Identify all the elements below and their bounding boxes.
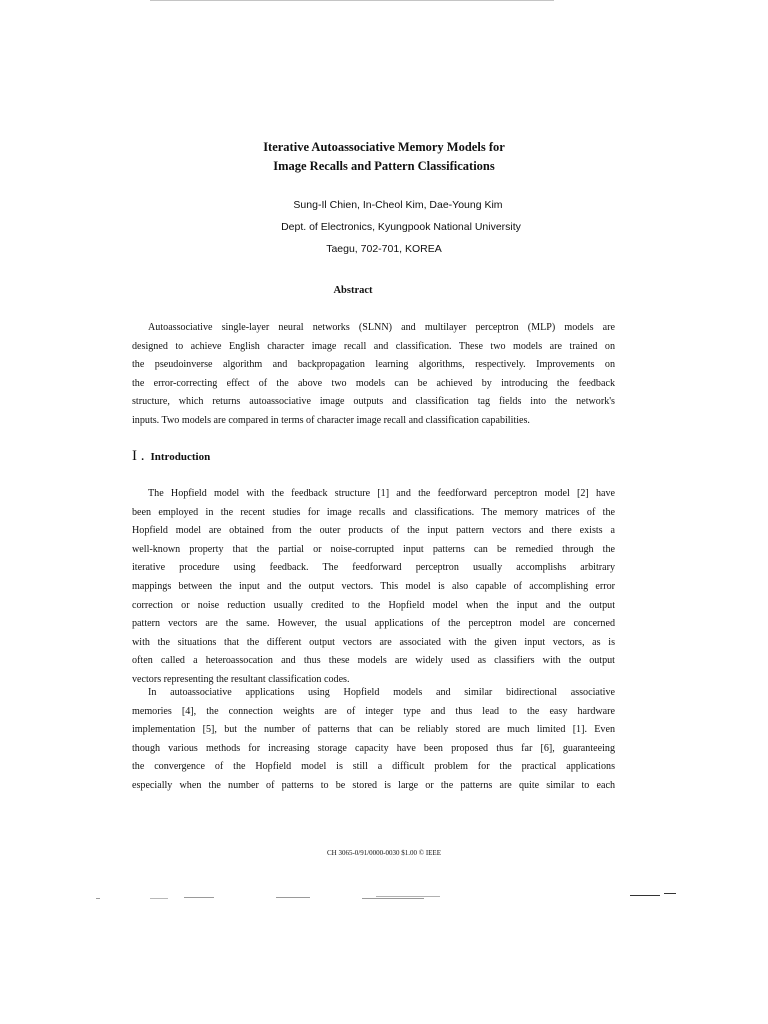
body-line: pattern vectors are the same. However, the usual applications of the perceptron model are concerned <box>132 618 615 630</box>
body-line: with the situations that the different output vectors are associated with the given input vectors, as is <box>132 636 615 648</box>
copyright-notice: CH 3065-0/91/0000-0030 $1.00 © IEEE <box>326 849 441 857</box>
section-heading-introduction <box>132 448 210 465</box>
author-affiliation: Dept. of Electronics, Kyungpook National University <box>281 221 521 233</box>
body-line: though various methods for increasing storage capacity have been proposed thus far [6], guaranteeing <box>132 742 615 754</box>
body-line: The Hopfield model with the feedback structure [1] and the feedforward perceptron model [2] have <box>148 488 615 499</box>
body-line: In autoassociative applications using Hopfield models and similar bidirectional associative <box>148 687 615 698</box>
scan-artifact <box>362 898 424 899</box>
abstract-line: Autoassociative single-layer neural networks (SLNN) and multilayer perceptron (MLP) models are <box>148 322 615 333</box>
section-number: I . <box>132 448 145 464</box>
body-line: well-known property that the partial or noise-corrupted input patterns can be remedied through the <box>132 543 615 555</box>
abstract-heading: Abstract <box>333 285 373 296</box>
body-line: Hopfield model are obtained from the outer products of the input pattern vectors and there exists a <box>132 525 615 537</box>
body-line: especially when the number of patterns to be stored is large or the patterns are quite similar to each <box>132 779 615 791</box>
body-line: correction or noise reduction usually credited to the Hopfield model when the input and the output <box>132 599 615 611</box>
author-names: Sung-Il Chien, In-Cheol Kim, Dae-Young Kim <box>293 199 503 211</box>
scan-artifact <box>276 897 310 898</box>
abstract-line: designed to achieve English character image recall and classification. These two models are trained on <box>132 340 615 352</box>
body-line: the convergence of the Hopfield model is still a difficult problem for the practical applications <box>132 761 615 773</box>
abstract-line: the pseudoinverse algorithm and backpropagation learning algorithms, respectively. Improvements on <box>132 359 615 371</box>
scan-edge-top <box>150 0 554 1</box>
scan-artifact <box>96 898 100 899</box>
abstract-line: the error-correcting effect of the above two models can be achieved by introducing the feedback <box>132 377 615 389</box>
scan-artifact <box>664 893 676 894</box>
body-line: memories [4], the connection weights are of integer type and thus lead to the easy hardware <box>132 705 615 717</box>
introduction-paragraph-2 <box>132 684 615 796</box>
body-line: mappings between the input and the output vectors. This model is also capable of accomplishing error <box>132 580 615 592</box>
author-address: Taegu, 702-701, KOREA <box>326 243 442 255</box>
body-line: implementation [5], but the number of patterns that can be reliably stored are much limited [1]. Even <box>132 724 615 736</box>
scan-artifact <box>150 898 168 899</box>
body-line: often called a heteroassocation and thus these models are widely used as classifiers with the output <box>132 655 615 667</box>
paper-title-line: Image Recalls and Pattern Classifications <box>273 159 495 173</box>
scan-artifact <box>376 896 440 897</box>
body-line: been employed in the recent studies for image recalls and classifications. The memory matrices of the <box>132 506 615 518</box>
body-line: iterative procedure using feedback. The feedforward perceptron usually accomplishs arbitrary <box>132 562 615 574</box>
abstract-line: structure, which returns autoassociative image outputs and classification tag fields into the network's <box>132 396 615 408</box>
author-block <box>0 194 768 260</box>
scan-artifact <box>630 895 660 896</box>
abstract-body <box>132 319 615 431</box>
introduction-paragraph-1 <box>132 485 615 690</box>
paper-title-line: Iterative Autoassociative Memory Models for <box>263 140 505 154</box>
body-line: vectors representing the resultant classification codes. <box>132 673 350 685</box>
scan-artifact <box>184 897 214 898</box>
abstract-line: inputs. Two models are compared in terms of character image recall and classification capabilities. <box>132 414 530 426</box>
section-title: Introduction <box>150 451 211 463</box>
paper-title <box>0 138 768 176</box>
